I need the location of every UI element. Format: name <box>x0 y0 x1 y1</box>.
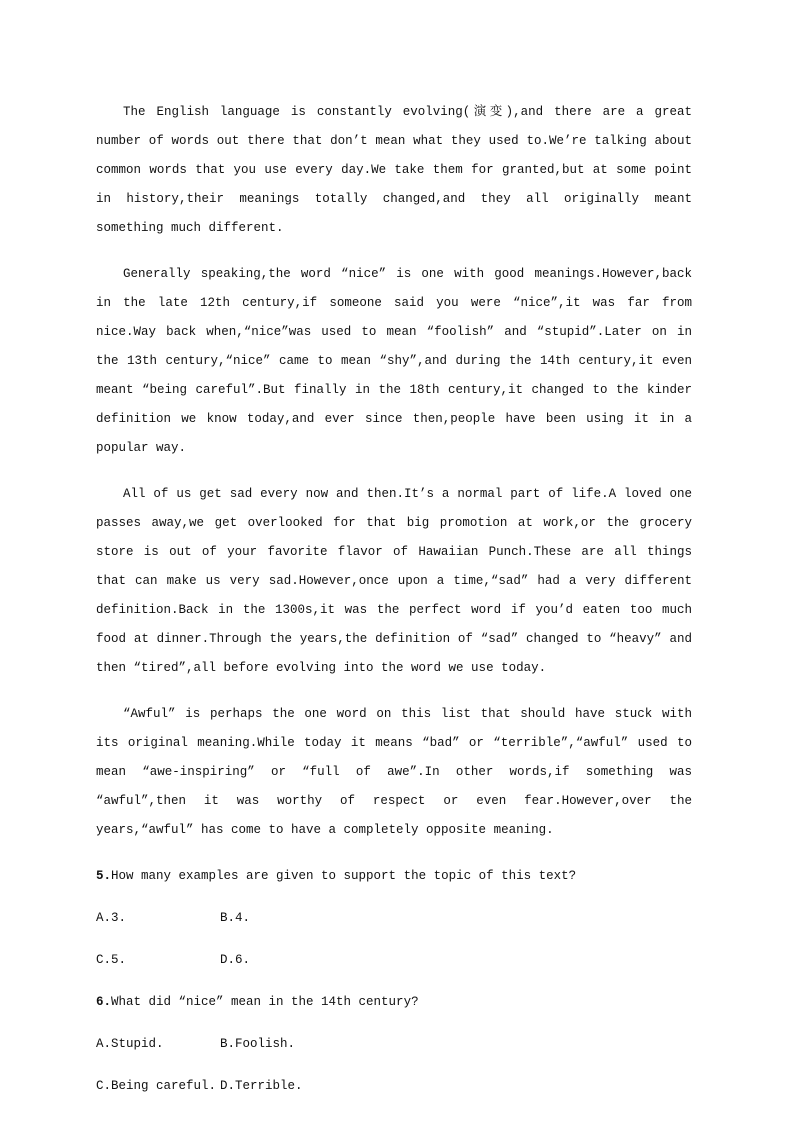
passage-paragraph-4: “Awful” is perhaps the one word on this list that should have stuck with its original meaning.While today it means “bad” or “terrible”,“awful” used to mean “awe-inspiring” or “full of awe”.In other words,if something was “awful”,then it was worthy of respect or even fear.However,over the years,“awful” has come to have a completely opposite meaning. <box>96 707 692 837</box>
question-5-option-b: B.4. <box>220 911 251 925</box>
question-6-option-d: D.Terrible. <box>220 1079 303 1093</box>
passage-paragraph-3: All of us get sad every now and then.It’s a normal part of life.A loved one passes away,we get overlooked for that big promotion at work,or the grocery store is out of your favorite flavor of Hawaiian Punch.These are all things that can make us very sad.However,once upon a time,“sad” had a very different definition.Back in the 1300s,it was the perfect word if you’d eaten too much food at dinner.Through the years,the definition of “sad” changed to “heavy” and then “tired”,all before evolving into the word we use today. <box>96 487 692 675</box>
question-5-option-d: D.6. <box>220 953 251 967</box>
question-5-number: 5. <box>96 869 112 883</box>
question-6-options-row-1 <box>96 1030 692 1059</box>
question-5-options-row-2 <box>96 946 692 975</box>
question-6-text: What did “nice” mean in the 14th century? <box>111 995 419 1009</box>
question-6-options-row-2 <box>96 1072 692 1101</box>
question-6 <box>96 988 692 1017</box>
question-5-option-c: C.5. <box>96 953 127 967</box>
question-6-option-c: C.Being careful. <box>96 1079 217 1093</box>
document-content <box>96 98 692 1114</box>
passage-paragraph-2: Generally speaking,the word “nice” is one with good meanings.However,back in the late 12th century,if someone said you were “nice”,it was far from nice.Way back when,“nice”was used to mean “foolish” and “stupid”.Later on in the 13th century,“nice” came to mean “shy”,and during the 14th century,it even meant “being careful”.But finally in the 18th century,it changed to the kinder definition we know today,and ever since then,people have been using it in a popular way. <box>96 267 692 455</box>
question-5-options-row-1 <box>96 904 692 933</box>
question-6-option-b: B.Foolish. <box>220 1037 296 1051</box>
question-6-option-a: A.Stupid. <box>96 1037 164 1051</box>
question-6-number: 6. <box>96 995 112 1009</box>
question-5-option-a: A.3. <box>96 911 127 925</box>
passage-paragraph-1: The English language is constantly evolving(演变),and there are a great number of words out there that don’t mean what they used to.We’re talking about common words that you use every day.We take them for granted,but at some point in history,their meanings totally changed,and they all originally meant something much different. <box>96 105 692 235</box>
question-5 <box>96 862 692 891</box>
question-5-text: How many examples are given to support the topic of this text? <box>111 869 577 883</box>
